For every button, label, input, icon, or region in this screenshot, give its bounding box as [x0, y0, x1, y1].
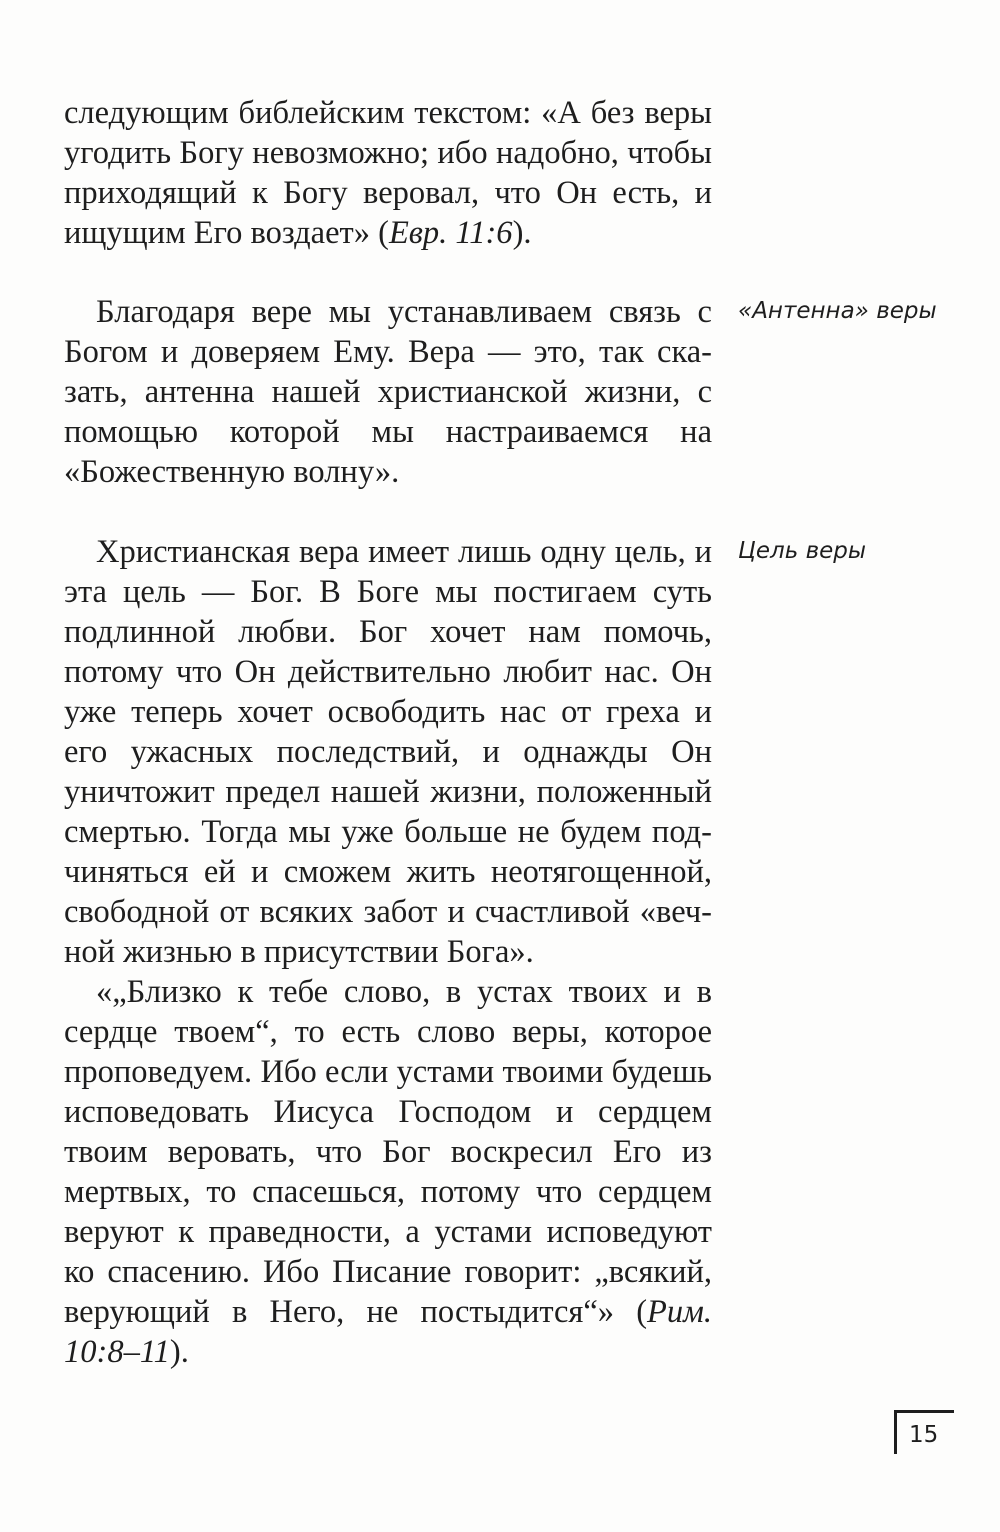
page-number-frame — [894, 1410, 954, 1454]
margin-note-goal: Цель веры — [738, 538, 867, 564]
paragraph-text: следующим библейским текстом: «А без веры угодить Богу невозможно; ибо надобно, чтобы приходящий к Богу веровал, что Он есть, и ищущим Его воздает» ( — [64, 95, 712, 251]
margin-note-antenna: «Антенна» веры — [738, 298, 937, 324]
paragraph-text: «„Близко к тебе слово, в устах твоих и в сердце твоем“, то есть слово веры, которое проповедуем. Ибо если устами твоими будешь исповедовать Иисуса Господом и сердцем твоим веровать, что Бог воскресил Его из мертвых, то спасешься, потому что сердцем веруют к праведности, а устами исповедуют ко спасению. Ибо Писание говорит: „всякий, верующий в Него, не постыдится“» ( — [64, 974, 712, 1330]
bible-reference: Евр. 11:6 — [388, 215, 513, 251]
paragraph-quote — [64, 972, 712, 1372]
closing-punctuation: ). — [512, 215, 532, 251]
paragraph-text: Христианская вера имеет лишь одну цель, и эта цель — Бог. В Боге мы постигаем суть подлинной любви. Бог хочет нам помочь, потому что Он действительно любит нас. Он уже теперь хочет освободить нас от греха и его ужасных последствий, и однажды Он уничтожит предел нашей жизни, положенный смертью. Тогда мы уже больше не будем подчиняться ей и сможем жить неотягощенной, свободной от всяких забот и счастливой «вечной жизнью в присутствии Бога». — [64, 534, 712, 970]
paragraph-continuation — [64, 93, 712, 253]
paragraph-goal — [64, 532, 712, 972]
paragraph-antenna — [64, 292, 712, 492]
closing-punctuation: ). — [169, 1334, 189, 1370]
bible-reference: Рим. 10:8–11 — [64, 1294, 712, 1370]
page-number: 15 — [909, 1422, 939, 1448]
paragraph-text: Благодаря вере мы устанавливаем связь с Богом и доверяем Ему. Вера — это, так сказать, антенна нашей христианской жизни, с помощью которой мы настраиваемся на «Божественную волну». — [64, 294, 712, 490]
